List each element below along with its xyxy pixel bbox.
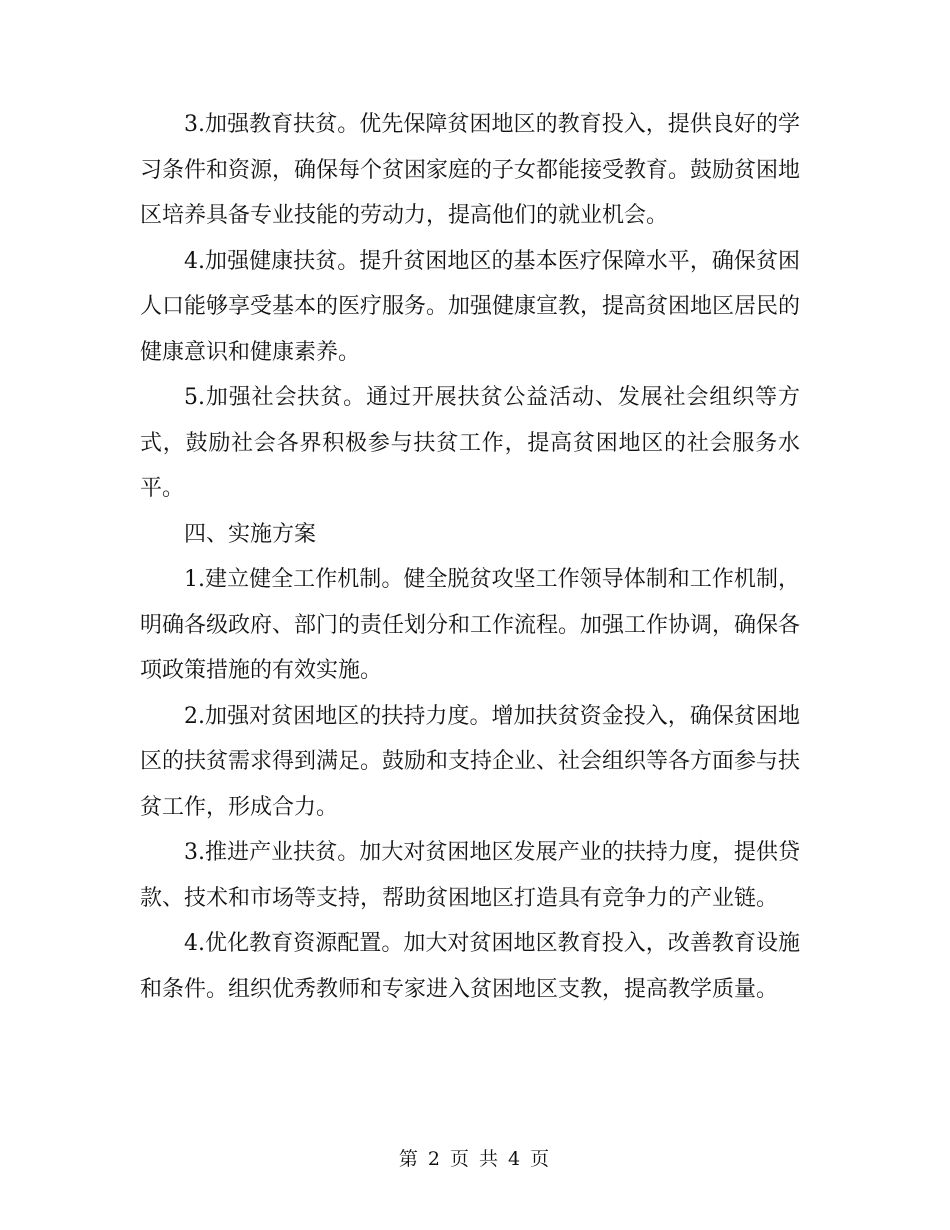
paragraph-health-poverty: 4.加强健康扶贫。提升贫困地区的基本医疗保障水平，确保贫困人口能够享受基本的医疗服务。加强健康宣教，提高贫困地区居民的健康意识和健康素养。 [140, 248, 801, 365]
section-heading-implementation: 四、实施方案 [184, 521, 317, 547]
paragraph-work-mechanism: 1.建立健全工作机制。健全脱贫攻坚工作领导体制和工作机制，明确各级政府、部门的责任划分和工作流程。加强工作协调，确保各项政策措施的有效实施。 [140, 567, 801, 683]
paragraph-education-poverty: 3.加强教育扶贫。优先保障贫困地区的教育投入，提供良好的学习条件和资源，确保每个贫困家庭的子女都能接受教育。鼓励贫困地区培养具备专业技能的劳动力，提高他们的就业机会。 [140, 112, 801, 228]
paragraph-support-strength: 2.加强对贫困地区的扶持力度。增加扶贫资金投入，确保贫困地区的扶贫需求得到满足。鼓励和支持企业、社会组织等各方面参与扶贫工作，形成合力。 [140, 703, 801, 820]
paragraph-social-poverty: 5.加强社会扶贫。通过开展扶贫公益活动、发展社会组织等方式，鼓励社会各界积极参与扶贫工作，提高贫困地区的社会服务水平。 [140, 385, 800, 501]
page-number-footer: 第 2 页 共 4 页 [398, 1148, 552, 1170]
paragraph-education-resources: 4.优化教育资源配置。加大对贫困地区教育投入，改善教育设施和条件。组织优秀教师和专家进入贫困地区支教，提高教学质量。 [140, 931, 800, 1002]
paragraph-industry-poverty: 3.推进产业扶贫。加大对贫困地区发展产业的扶持力度，提供贷款、技术和市场等支持，帮助贫困地区打造具有竞争力的产业链。 [140, 840, 800, 911]
document-body [140, 102, 800, 1012]
